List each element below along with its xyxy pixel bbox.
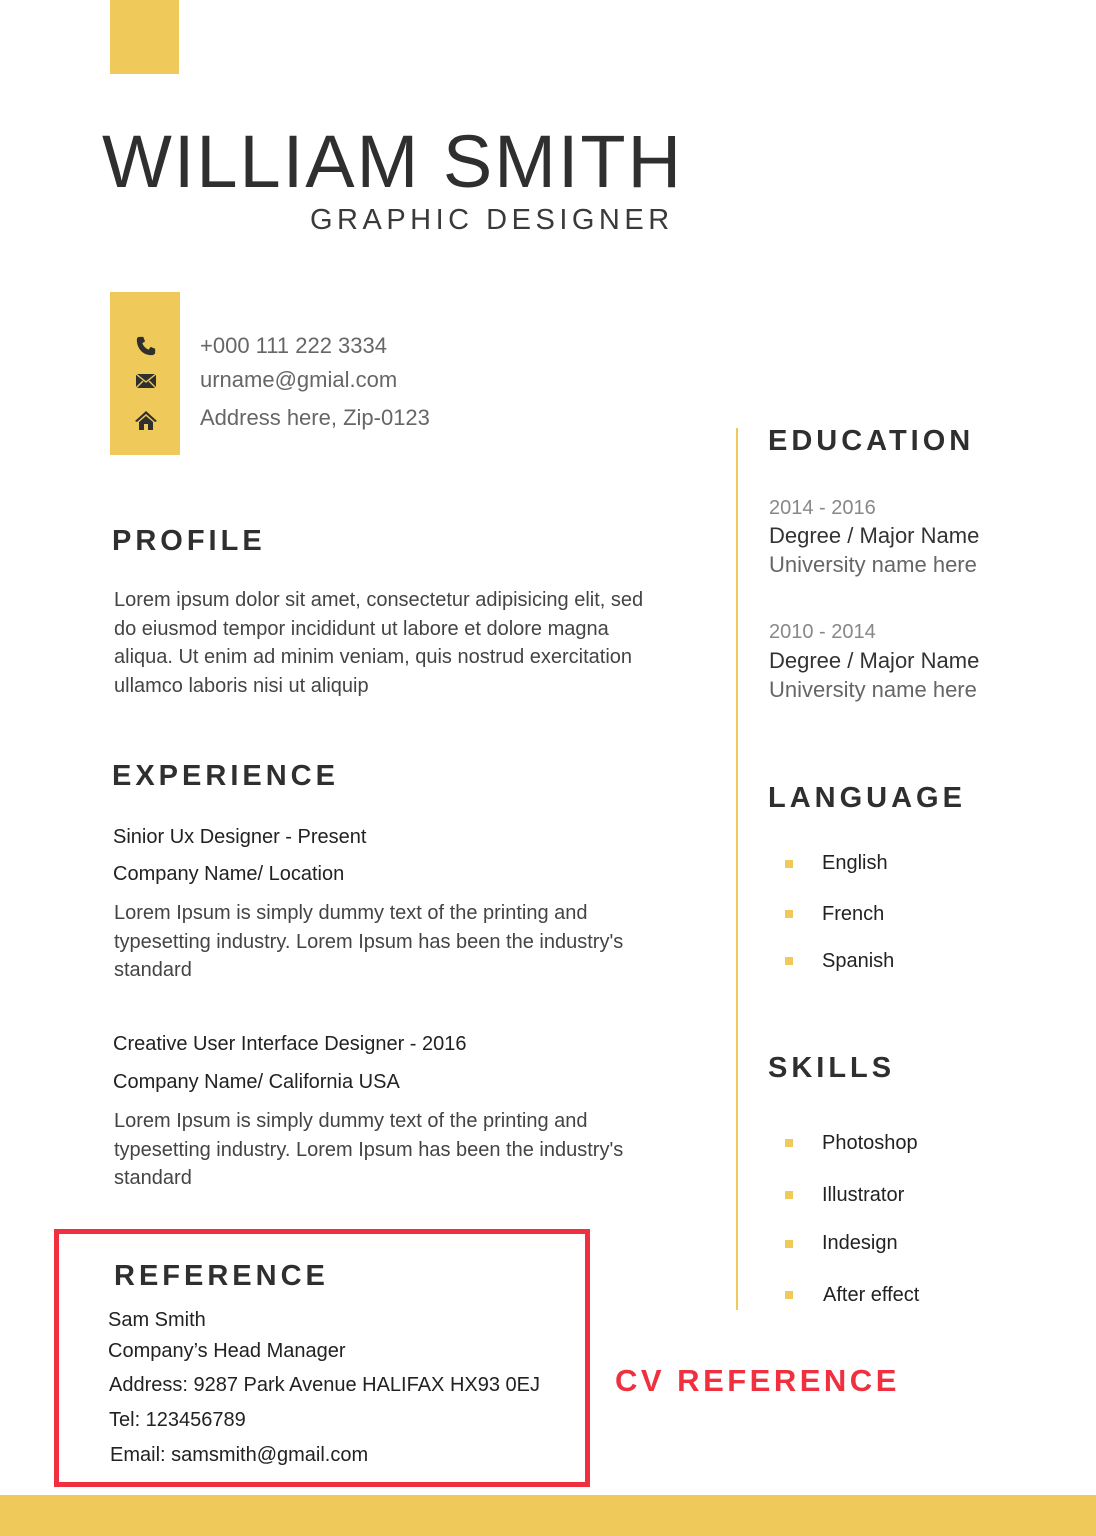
profile-text: Lorem ipsum dolor sit amet, consectetur adipisicing elit, sed do eiusmod tempor incididunt ut labore et dolore magna aliqua. Ut enim ad minim veniam, quis nostrud exercitation ullamco laboris nisi ut aliquip (114, 589, 644, 698)
reference-heading: REFERENCE (114, 1260, 329, 1292)
job-title: Creative User Interface Designer - 2016 (113, 1033, 467, 1055)
language-item: French (822, 903, 885, 925)
language-heading: LANGUAGE (768, 782, 966, 814)
candidate-name: WILLIAM SMITH (102, 120, 684, 203)
language-item: English (822, 852, 888, 874)
bullet-icon (785, 1291, 793, 1299)
envelope-icon (134, 370, 158, 392)
skills-heading: SKILLS (768, 1052, 896, 1084)
home-icon (134, 409, 158, 431)
job-description: Lorem Ipsum is simply dummy text of the printing and typesetting industry. Lorem Ipsum has been the industry's standard (114, 902, 624, 982)
job-company: Company Name/ Location (113, 863, 345, 885)
skill-item: Photoshop (822, 1132, 918, 1154)
bullet-icon (785, 1240, 793, 1248)
education-school: University name here (769, 552, 977, 577)
bullet-icon (785, 910, 793, 918)
job-company: Company Name/ California USA (113, 1071, 400, 1093)
reference-email: Email: samsmith@gmail.com (110, 1444, 369, 1466)
education-degree: Degree / Major Name (769, 523, 980, 548)
skill-item: After effect (823, 1284, 920, 1306)
experience-heading: EXPERIENCE (112, 760, 339, 792)
skill-item: Indesign (822, 1232, 898, 1254)
column-divider (736, 428, 738, 1310)
job-title: Sinior Ux Designer - Present (113, 826, 367, 848)
bullet-icon (785, 957, 793, 965)
education-years: 2014 - 2016 (769, 497, 876, 519)
bottom-accent-bar (0, 1495, 1096, 1536)
contact-phone: +000 111 222 3334 (200, 333, 387, 358)
top-accent-block (110, 0, 179, 74)
education-school: University name here (769, 677, 977, 702)
job-description: Lorem Ipsum is simply dummy text of the printing and typesetting industry. Lorem Ipsum has been the industry's standard (114, 1110, 624, 1190)
reference-tel: Tel: 123456789 (109, 1409, 246, 1431)
bullet-icon (785, 1191, 793, 1199)
contact-address: Address here, Zip-0123 (200, 405, 430, 430)
education-years: 2010 - 2014 (769, 621, 876, 643)
language-item: Spanish (822, 950, 895, 972)
reference-name: Sam Smith (108, 1309, 206, 1331)
education-degree: Degree / Major Name (769, 648, 980, 673)
education-heading: EDUCATION (768, 425, 975, 457)
reference-role: Company’s Head Manager (108, 1340, 346, 1362)
reference-address: Address: 9287 Park Avenue HALIFAX HX93 0EJ (109, 1374, 540, 1396)
candidate-title: GRAPHIC DESIGNER (310, 204, 674, 236)
bullet-icon (785, 1139, 793, 1147)
profile-heading: PROFILE (112, 525, 266, 557)
skill-item: Illustrator (822, 1184, 905, 1206)
cv-reference-label: CV REFERENCE (615, 1363, 900, 1398)
contact-email: urname@gmial.com (200, 367, 398, 392)
phone-icon (134, 335, 158, 357)
bullet-icon (785, 860, 793, 868)
